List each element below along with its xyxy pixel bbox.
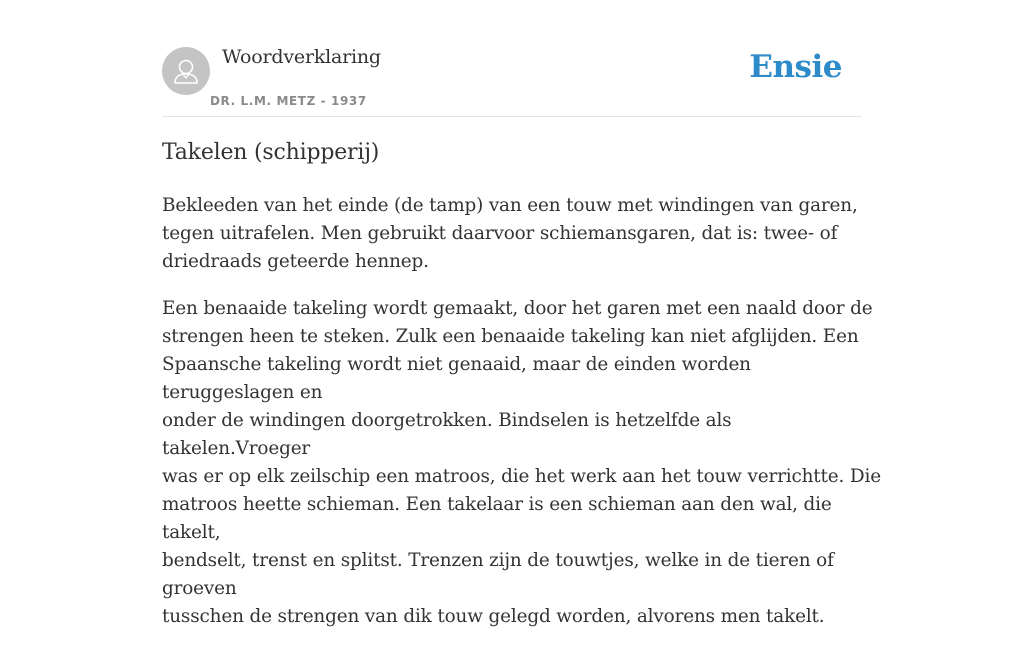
entry-body (162, 192, 882, 650)
entry-title: Takelen (schipperij) (162, 140, 380, 165)
paragraph-line: onder de windingen doorgetrokken. Bindselen is hetzelfde als takelen.Vroeger (162, 410, 732, 459)
paragraph-line: driedraads geteerde hennep. (162, 251, 429, 272)
paragraph-line: matroos heette schieman. Een takelaar is een schieman aan den wal, die takelt, (162, 494, 832, 543)
entry-paragraph (162, 295, 882, 631)
brand-logo[interactable]: Ensie (749, 49, 842, 85)
paragraph-line: was er op elk zeilschip een matroos, die het werk aan het touw verrichtte. Die (162, 466, 881, 487)
paragraph-line: Een benaaide takeling wordt gemaakt, door het garen met een naald door de (162, 298, 873, 319)
paragraph-line: strengen heen te steken. Zulk een benaaide takeling kan niet afglijden. Een (162, 326, 859, 347)
user-outline-icon (162, 47, 210, 95)
paragraph-line: tusschen de strengen van dik touw gelegd worden, alvorens men takelt. (162, 606, 825, 627)
paragraph-line: bendselt, trenst en splitst. Trenzen zijn de touwtjes, welke in de tieren of groeven (162, 550, 834, 599)
source-header (162, 40, 862, 117)
paragraph-line: Spaansche takeling wordt niet genaaid, maar de einden worden teruggeslagen en (162, 354, 751, 403)
source-author-year: DR. L.M. METZ - 1937 (210, 94, 367, 108)
source-title[interactable]: Woordverklaring (222, 46, 381, 68)
paragraph-line: Bekleeden van het einde (de tamp) van een touw met windingen van garen, (162, 195, 858, 216)
user-avatar-icon[interactable] (162, 47, 210, 95)
paragraph-line: tegen uitrafelen. Men gebruikt daarvoor schiemansgaren, dat is: twee- of (162, 223, 838, 244)
entry-paragraph (162, 192, 882, 276)
